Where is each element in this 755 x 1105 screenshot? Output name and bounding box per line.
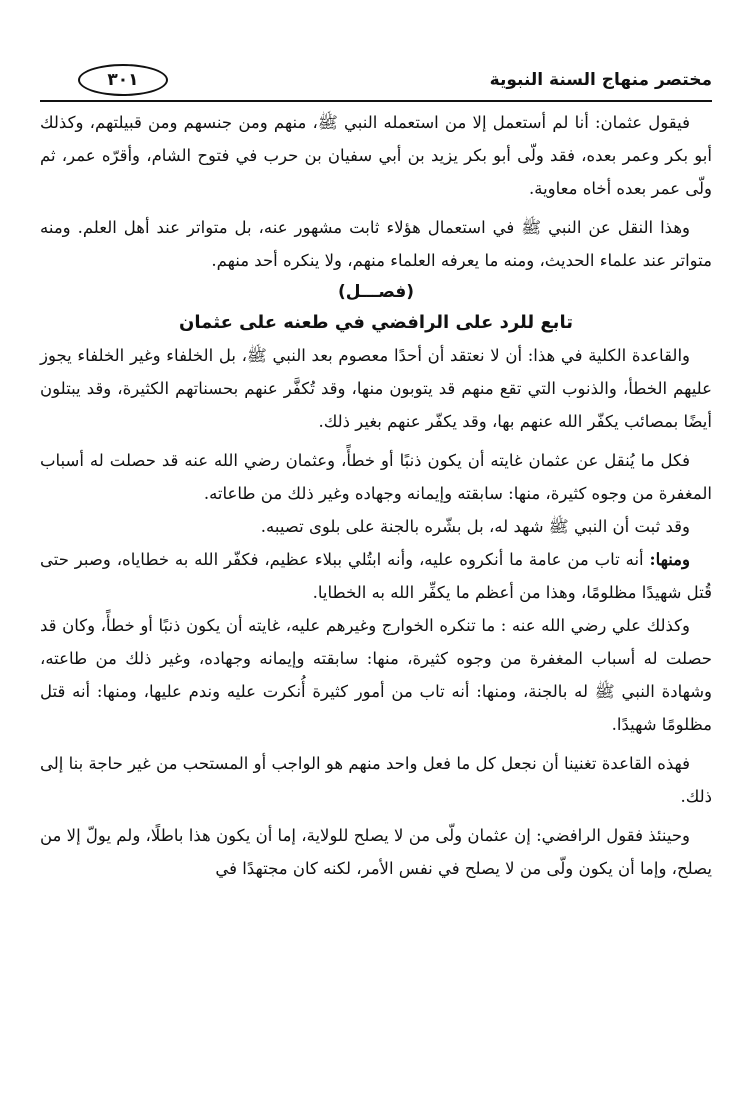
paragraph-text: فهذه القاعدة تغنينا أن نجعل كل ما فعل واحد منهم هو الواجب أو المستحب من غير حاجة بنا إلى ذلك. [40,754,712,806]
page-header [40,62,712,106]
paragraph [40,747,712,813]
paragraph-lead: ومنها: [649,550,690,569]
paragraph-text: فكل ما يُنقل عن عثمان غايته أن يكون ذنبًا أو خطأً، وعثمان رضي الله عنه قد حصلت له أسباب المغفرة من وجوه كثيرة، منها: سابقته وإيمانه وجهاده وغير ذلك من طاعاته. [40,451,712,503]
section-mark: (فصـــل) [337,282,415,302]
page-number: ٣٠١ [78,64,168,96]
paragraph [40,819,712,885]
paragraph [40,543,712,609]
paragraph [40,609,712,741]
paragraph: وهذا النقل عن النبي ﷺ في استعمال هؤلاء ثابت مشهور عنه، بل متواتر عند أهل العلم. ومنه متواتر عند علماء الحديث، ومنه ما يعرفه العلماء منهم، ولا ينكره أحد منهم. [40,218,712,270]
document-page [40,62,712,885]
book-title: مختصر منهاج السنة النبوية [489,70,712,90]
paragraph [40,444,712,510]
section-title: تابع للرد على الرافضي في طعنه على عثمان [179,312,573,333]
paragraph-text: وحينئذ فقول الرافضي: إن عثمان ولّى من لا يصلح للولاية، إما أن يكون هذا باطلًا، ولم يولّ إلا من يصلح، وإما أن يكون ولّى من لا يصلح في نفس الأمر، لكنه كان مجتهدًا في [40,826,712,878]
paragraph-text: والقاعدة الكلية في هذا: أن لا نعتقد أن أحدًا معصوم بعد النبي ﷺ، بل الخلفاء وغير الخلفاء يجوز عليهم الخطأ، والذنوب التي تقع منهم قد يتوبون منها، وقد تُكفَّر عنهم بحسناتهم الكثيرة، وقد يبتلون أيضًا بمصائب يكفّر الله عنهم بها، وقد يكفّر عنهم بغير ذلك. [40,346,712,431]
header-divider [40,100,712,102]
paragraph [40,510,712,543]
paragraph-text: وقد ثبت أن النبي ﷺ شهد له، بل بشّره بالجنة على بلوى تصيبه. [260,517,690,536]
paragraph [40,339,712,438]
paragraph: فيقول عثمان: أنا لم أستعمل إلا من استعمله النبي ﷺ، منهم ومن جنسهم ومن قبيلتهم، وكذلك أبو بكر وعمر بعده، فقد ولّى أبو بكر يزيد بن أبي سفيان بن حرب في فتوح الشام، وأقرّه عمر، ثم ولّى عمر بعده أخاه معاوية. [40,113,712,198]
paragraph-text: وكذلك علي رضي الله عنه : ما تنكره الخوارج وغيرهم عليه، غايته أن يكون ذنبًا أو خطأً، وكان قد حصلت له أسباب المغفرة من وجوه كثيرة، منها: سابقته وإيمانه وجهاده، وغير ذلك من طاعته، وشهادة النبي ﷺ له بالجنة، ومنها: أنه تاب من أمور كثيرة أُنكرت عليه وندم عليها، ومنها: أنه قتل مظلومًا شهيدًا. [40,616,712,734]
paragraph-text: أنه تاب من عامة ما أنكروه عليه، وأنه ابتُلي ببلاء عظيم، فكفّر الله به خطاياه، وصبر حتى قُتل شهيدًا مظلومًا، وهذا من أعظم ما يكفِّر الله به الخطايا. [40,550,712,602]
